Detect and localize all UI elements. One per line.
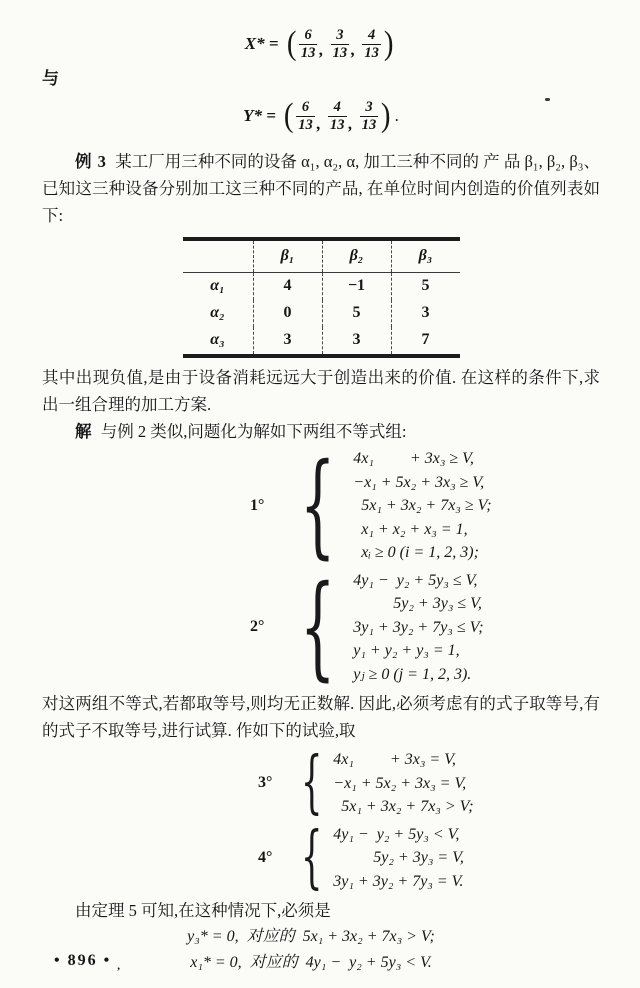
equation-line: y₁ + y₂ + y₃ = 1, (353, 642, 460, 659)
equation-line: 5x₁ + 3x₂ + 7x₃ ≥ V; (353, 497, 492, 514)
fraction-numerator: 6 (301, 98, 310, 115)
equation-line: yⱼ ≥ 0 (j = 1, 2, 3). (353, 665, 472, 683)
table-cell: 0 (253, 300, 322, 327)
system-label: 1° (250, 496, 265, 514)
example3-label: 例 3 (75, 152, 107, 171)
fraction (328, 99, 347, 133)
conclusion-line: y₃* = 0, 对应的 5x₁ + 3x₂ + 7x₃ > V; (187, 928, 435, 945)
comma: , (319, 40, 324, 59)
table-row (183, 300, 460, 327)
table-cell: 3 (391, 300, 460, 327)
table-row (183, 273, 460, 301)
table-row (183, 327, 460, 356)
comma: , (316, 114, 322, 133)
paragraph-theorem: 由定理 5 可知,在这种情况下,必须是 (75, 901, 331, 920)
value-table (183, 237, 460, 358)
paragraph-discussion: 对这两组不等式,若都取等号,则均无正数解. 因此,必须考虑有的式子取等号,有的式子不取等号,进行试算. 作如下的试验,取 (42, 694, 600, 740)
conjunction-text: 与 (42, 69, 59, 88)
equation-line: 4x₁ + 3x₃ ≥ V, (353, 450, 474, 467)
equation-line: 5y₂ + 3y₃ = V, (333, 849, 464, 866)
equation-lines (353, 569, 483, 687)
left-brace (301, 829, 323, 887)
scan-speck (545, 98, 550, 101)
column-header: β₂ (322, 239, 391, 273)
left-brace (301, 754, 323, 812)
equation-lines (353, 447, 491, 565)
fraction-numerator: 6 (304, 26, 312, 43)
equation-system-4 (258, 823, 600, 894)
equation-line: 4y₁ − y₂ + 5y₃ ≤ V, (353, 571, 478, 589)
equation-line: 5y₂ + 3y₃ ≤ V, (353, 595, 482, 612)
fraction-denominator: 13 (332, 44, 348, 61)
equation-line: 3y₁ + 3y₂ + 7y₃ = V. (333, 872, 464, 890)
comma: , (351, 40, 356, 59)
conclusion-line: x₁* = 0, 对应的 4y₁ − y₂ + 5y₃ < V. (190, 953, 432, 971)
fraction-denominator: 13 (300, 44, 316, 61)
fraction-numerator: 3 (365, 98, 373, 115)
equation-line: 4x₁ + 3x₃ = V, (333, 751, 456, 768)
column-header: β₁ (253, 239, 322, 273)
example3-text: 某工厂用三种不同的设备 α₁, α₂, α, 加工三种不同的 产 品 β₁, β₂, β₃、 已知这三种设备分别加工这三种不同的产品, 在单位时间内创造的价值列表如下: (42, 152, 600, 225)
equation-line: 3y₁ + 3y₂ + 7y₃ ≤ V; (353, 618, 484, 636)
paragraph-after-table: 其中出现负值,是由于设备消耗远远大于创造出来的价值. 在这样的条件下,求出一组合理的加工方案. (42, 368, 601, 414)
fraction (362, 27, 381, 61)
column-header: β₃ (391, 239, 460, 273)
formula-x-lhs: X* = (244, 34, 279, 53)
system-label: 2° (250, 618, 265, 636)
equation-system-2 (250, 569, 600, 687)
table-corner-cell (183, 239, 254, 273)
equation-line: x₁ + x₂ + x₃ = 1, (353, 520, 468, 538)
open-paren: ( (283, 97, 294, 134)
formula-y-lhs: Y* = (243, 106, 276, 125)
left-brace (300, 580, 336, 675)
fraction-numerator: 3 (336, 26, 344, 43)
equation-line: 4y₁ − y₂ + 5y₃ < V, (333, 825, 460, 843)
system-label: 3° (258, 774, 273, 792)
row-label: α₃ (210, 331, 225, 348)
solution-label: 解 (75, 422, 93, 441)
equation-line: −x₁ + 5x₂ + 3x₃ = V, (333, 774, 467, 792)
fraction (331, 27, 350, 61)
table-header-row (183, 239, 460, 273)
fraction-denominator: 13 (361, 116, 377, 133)
equation-system-3 (258, 748, 600, 819)
row-label: α₂ (210, 304, 225, 321)
table-cell: 7 (391, 327, 460, 356)
table-cell: 4 (253, 273, 322, 301)
comma: , (348, 114, 353, 133)
open-paren: ( (286, 25, 297, 62)
fraction (360, 99, 379, 133)
fraction-denominator: 13 (330, 116, 345, 133)
page-number-text: • 896 • (54, 951, 112, 969)
solution-text: 与例 2 类似,问题化为解如下两组不等式组: (100, 422, 407, 441)
table-cell: 5 (322, 300, 391, 327)
table-cell: 3 (322, 327, 391, 356)
fraction (296, 99, 315, 133)
equation-lines (333, 823, 464, 894)
row-label: α₁ (210, 277, 225, 294)
page-number (54, 952, 120, 972)
equation-line: xᵢ ≥ 0 (i = 1, 2, 3); (353, 544, 479, 561)
close-paren: ) (381, 97, 391, 134)
fraction-numerator: 4 (333, 98, 341, 115)
fraction-denominator: 13 (298, 116, 313, 133)
equation-line: 5x₁ + 3x₂ + 7x₃ > V; (333, 798, 474, 815)
close-paren: ) (383, 25, 394, 62)
fraction-denominator: 13 (364, 44, 379, 61)
table-cell: 3 (253, 327, 322, 356)
value-table-wrapper (42, 237, 600, 358)
table-cell: −1 (322, 273, 391, 301)
left-brace (300, 458, 336, 553)
paragraph-example3 (42, 148, 600, 229)
system-label: 4° (258, 848, 273, 866)
fraction (299, 27, 318, 61)
equation-system-1 (250, 447, 600, 565)
equation-line: −x₁ + 5x₂ + 3x₃ ≥ V, (353, 473, 485, 491)
equation-lines (333, 748, 473, 819)
formula-tail: . (394, 106, 399, 125)
fraction-numerator: 4 (368, 26, 376, 43)
ink-mark: , (117, 960, 120, 972)
formula-y-star (42, 92, 600, 140)
formula-x-star (42, 22, 600, 66)
table-cell: 5 (391, 273, 460, 301)
